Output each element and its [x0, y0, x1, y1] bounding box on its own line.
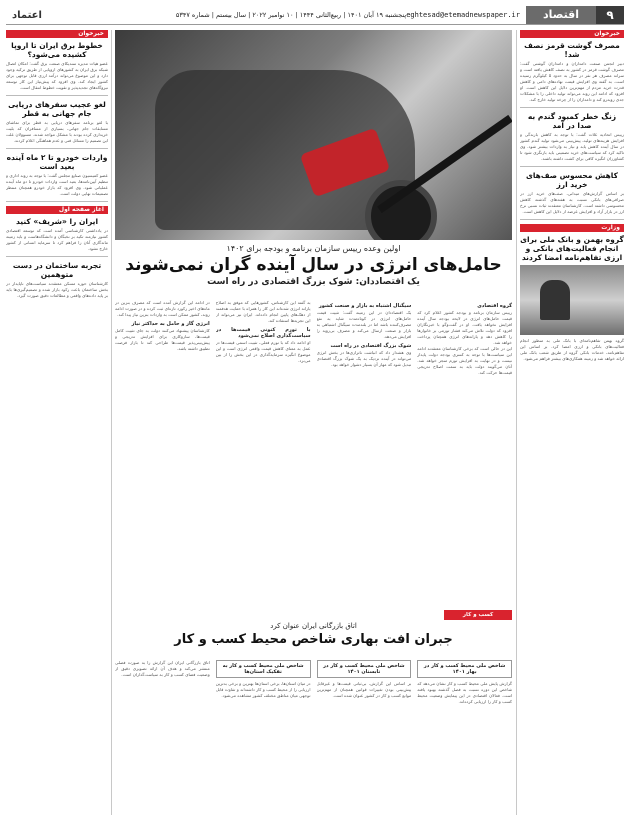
- main-subtitle: یک اقتصاددان: شوک بزرگ اقتصادی در راه است: [207, 277, 420, 287]
- divider: [6, 256, 108, 257]
- story-title[interactable]: تجربه ساختمان در دست متوهمین: [12, 261, 102, 279]
- article-subhead: گروه اقتصادی: [477, 303, 512, 309]
- story-title[interactable]: خطوط برق ایران تا اروپا کشیده می‌شود؟: [11, 41, 103, 59]
- meeting-photo: [520, 265, 624, 335]
- right-column: [520, 30, 624, 815]
- main-kicker: اولین وعده رییس سازمان برنامه و بودجه برای ۱۴۰۲: [226, 244, 401, 253]
- article-subhead: شوک بزرگ اقتصادی در راه است: [330, 343, 412, 349]
- article-paragraph: رییس سازمان برنامه و بودجه کشور اعلام کرد که قیمت حامل‌های انرژی در لایحه بودجه سال آینده افزایش نخواهد یافت. او در گفت‌وگو با خبرنگاران افزود که دولت تلاش می‌کند فشار تورمی بر خانوارها را کاهش دهد و یارانه‌های انرژی همچنان پرداخت خواهد شد.: [417, 310, 512, 345]
- article-column: [417, 300, 512, 605]
- story-body: رییس اتحادیه غلات گفت: با توجه به کاهش بارندگی و افزایش هزینه‌های تولید، پیش‌بینی می‌شود تولید گندم کشور در سال آینده کاهش یابد و نیاز به واردات بیشتر شود. وی تاکید کرد که سیاست‌های خرید تضمینی باید بازنگری شود تا کشاورزان انگیزه کافی برای کشت داشته باشند.: [520, 132, 624, 161]
- article-paragraph: یک اقتصاددان در این زمینه گفت: تثبیت قیمت حامل‌های انرژی در کوتاه‌مدت شاید به نفع مصرف‌کننده باشد اما در بلندمدت سیگنال اشتباهی به بازار و صنعت ارسال می‌کند و مصرف بی‌رویه را افزایش می‌دهد.: [316, 310, 412, 339]
- main-headline-block: [115, 244, 512, 287]
- article-column: [417, 660, 512, 815]
- column-header: خبرخوان: [520, 30, 624, 38]
- masthead: [6, 6, 624, 25]
- article-paragraph: به گفته این کارشناس، کشورهایی که موفق به اصلاح یارانه انرژی شده‌اند این کار را همراه با حمایت هدفمند از دهک‌های پایین انجام داده‌اند. ایران نیز می‌تواند از این تجربه‌ها استفاده کند.: [215, 300, 311, 323]
- business-title[interactable]: جبران افت بهاری شاخص محیط کسب و کار: [174, 632, 453, 647]
- story-title[interactable]: گروه بهمن و بانک ملی برای انجام فعالیت‌های بانکی و ارزی تفاهم‌نامه امضا کردند: [520, 235, 624, 262]
- story-body: کارشناسان حوزه مسکن معتقدند سیاست‌های ناپایدار در بخش ساختمان باعث رکود بازار شده و تصمیم‌گیری‌ها باید بر پایه داده‌های واقعی و مطالعات دقیق صورت گیرد.: [6, 281, 108, 298]
- pull-quote: شاخص ملی محیط کسب و کار در تابستان ۱۴۰۱: [317, 660, 412, 678]
- story-title[interactable]: لغو عجیب سفرهای دریایی جام جهانی به قطر: [8, 100, 106, 118]
- article-paragraph: در ادامه این گزارش آمده است که مصرف بنزین در ماه‌های اخیر رکورد تازه‌ای ثبت کرده و در صورت ادامه روند، کشور ممکن است به واردات بنزین نیاز پیدا کند.: [115, 300, 210, 317]
- story-body: دبیر انجمن صنعت دامداران و دامداران گوشتی گفت: مصرف گوشت قرمز در کشور به نصف کاهش یافته است و سرانه مصرف هر نفر در سال به حدود ۵ کیلوگرم رسیده است. به گفته وی افزایش قیمت نهاده‌های دامی و کاهش قدرت خرید مردم از مهم‌ترین دلایل این کاهش است. او افزود که ادامه این روند می‌تواند تولید داخلی را با مشکلات جدی روبه‌رو کند و دامداران را از چرخه تولید خارج کند.: [520, 61, 624, 102]
- divider: [6, 148, 108, 149]
- story-body: بر اساس گزارش‌های میدانی، صف‌های خرید ارز در صرافی‌های بانکی نسبت به هفته‌های گذشته کاهش محسوسی داشته است. کارشناسان معتقدند ثبات نسبی نرخ ارز در بازار آزاد و افزایش عرضه از دلایل این کاهش است.: [520, 191, 624, 214]
- column-rule: [111, 30, 112, 815]
- article-paragraph: در میان استان‌ها، برخی استان‌ها بهترین و برخی بدترین ارزیابی را از محیط کسب و کار داشته‌اند و تفاوت قابل توجهی میان مناطق مختلف کشور مشاهده می‌شود.: [215, 681, 311, 698]
- article-subhead: سیگنال اشتباه به بازار و صنعت کشور: [318, 303, 412, 309]
- issue-date: پنجشنبه ۱۹ آبان ۱۴۰۱ | ربیع‌الثانی ۱۴۴۴ | ۱۰ نوامبر ۲۰۲۲ | سال بیستم | شماره ۵۳۴۷: [175, 11, 407, 19]
- business-headline-block: [115, 622, 512, 649]
- article-paragraph: اتاق بازرگانی ایران این گزارش را به صورت فصلی منتشر می‌کند و هدف آن ارائه تصویری دقیق از وضعیت فضای کسب و کار به سیاست‌گذاران است.: [115, 660, 210, 677]
- story-body: عضو کمیسیون صنایع مجلس گفت: با توجه به روند اداری و تنظیم آیین‌نامه‌ها، بعید است واردات خودرو تا دو ماه آینده عملیاتی شود. وی افزود که بازار خودرو همچنان منتظر تصمیمات نهایی دولت است.: [6, 173, 108, 196]
- pull-quote: شاخص ملی محیط کسب و کار به تفکیک استان‌ها: [216, 660, 311, 678]
- article-column: [115, 660, 210, 815]
- business-kicker: اتاق بازرگانی ایران عنوان کرد: [270, 622, 357, 630]
- article-paragraph: وی هشدار داد که انباشت ناترازی‌ها در بخش انرژی می‌تواند در آینده نزدیک به یک شوک بزرگ اقتصادی تبدیل شود که مهار آن بسیار دشوار خواهد بود.: [316, 350, 412, 367]
- article-paragraph: گزارش پایش ملی محیط کسب و کار نشان می‌دهد که شاخص این دوره نسبت به فصل گذشته بهبود یافته است. فعالان اقتصادی در این پیمایش وضعیت محیط کسب و کار را ارزیابی کرده‌اند.: [417, 681, 512, 704]
- article-paragraph: این در حالی است که برخی کارشناسان معتقدند ادامه این سیاست‌ها با توجه به کسری بودجه دولت پایدار نیست و در نهایت به افزایش تورم منجر خواهد شد. آنان می‌گویند دولت باید به سمت اصلاح تدریجی قیمت‌ها حرکت کند.: [417, 346, 512, 375]
- article-paragraph: بر اساس این گزارش، بی‌ثباتی قیمت‌ها و غیرقابل پیش‌بینی بودن تغییرات قوانین همچنان از مهم‌ترین موانع کسب و کار در کشور عنوان شده است.: [316, 681, 412, 698]
- business-section-label: کسب و کار: [444, 610, 512, 620]
- divider: [520, 107, 624, 108]
- fuel-pump-photo: [115, 30, 512, 240]
- column-rule: [516, 30, 517, 815]
- main-article-body: [115, 300, 512, 605]
- article-column: [317, 660, 412, 815]
- article-subhead: با تورم کنونی قیمت‌ها در سیاست‌گذاری اصلاح نمی‌شود: [215, 327, 311, 339]
- article-column: [216, 300, 311, 605]
- business-article-body: [115, 660, 512, 815]
- divider: [520, 166, 624, 167]
- divider: [6, 95, 108, 96]
- story-title[interactable]: زنگ خطر کمبود گندم به صدا در آمد: [527, 112, 617, 130]
- article-column: [216, 660, 311, 815]
- article-column: [115, 300, 210, 605]
- article-paragraph: او ادامه داد که با تورم فعلی، تثبیت اسمی قیمت‌ها در عمل به معنای کاهش قیمت واقعی انرژی است و این موضوع انگیزه سرمایه‌گذاری در این بخش را از بین می‌برد.: [215, 340, 311, 363]
- pull-quote: شاخص ملی محیط کسب و کار در بهار ۱۴۰۱: [417, 660, 512, 678]
- story-body: عضو هیات مدیره سندیکای صنعت برق گفت: امکان اتصال شبکه برق ایران به کشورهای اروپایی از طریق ترکیه وجود دارد و این موضوع می‌تواند درآمد ارزی قابل توجهی برای کشور ایجاد کند. وی افزود که پیش‌نیاز این کار توسعه نیروگاه‌های تجدیدپذیر و تقویت خطوط انتقال است.: [6, 61, 108, 90]
- article-paragraph: کارشناسان پیشنهاد می‌کنند دولت به جای تثبیت کامل قیمت‌ها، سازوکاری برای افزایش تدریجی و پیش‌بینی‌پذیر قیمت‌ها طراحی کند تا بازار فرصت تطبیق داشته باشد.: [115, 328, 210, 351]
- divider: [520, 219, 624, 220]
- story-body: گروه بهمن تفاهم‌نامه‌ای با بانک ملی به منظور انجام فعالیت‌های بانکی و ارزی امضا کرد. بر اساس این تفاهم‌نامه، خدمات بانکی گروه از طریق شعب بانک ملی ارائه خواهد شد و زمینه همکاری‌های بیشتر فراهم می‌شود.: [520, 338, 624, 361]
- story-body: با لغو برنامه سفرهای دریایی به قطر برای تماشای مسابقات جام جهانی، بسیاری از مسافران که بلیت خریداری کرده بودند با مشکل مواجه شدند. مسوولان علت این تصمیم را مسائل فنی و عدم هماهنگی اعلام کردند.: [6, 120, 108, 143]
- column-header: وزارت: [520, 224, 624, 232]
- divider: [6, 201, 108, 202]
- story-title[interactable]: ایران را «شریف» کنید: [15, 217, 99, 226]
- main-title[interactable]: حامل‌های انرژی در سال آینده گران نمی‌شوند: [125, 255, 502, 275]
- story-title[interactable]: مصرف گوشت قرمز نصف شد!: [524, 41, 620, 59]
- article-subhead: انرژی گاز و حامل به حداکثر نیاز: [131, 321, 210, 327]
- contact-email[interactable]: eghtesad@etemadnewspaper.ir: [406, 11, 520, 19]
- column-header: خبرخوان: [6, 30, 108, 38]
- section-label: اقتصاد: [526, 6, 596, 24]
- story-title[interactable]: واردات خودرو تا ۲ ماه آینده بعید است: [6, 153, 108, 171]
- left-column: [6, 30, 108, 815]
- article-column: [317, 300, 412, 605]
- newspaper-logo: اعتماد: [12, 9, 42, 21]
- story-body: در یادداشتی کارشناسی آمده است که توسعه اقتصادی کشور نیازمند تکیه بر نخبگان و دانشگاه‌هاست و باید زمینه ماندگاری آنان را فراهم کرد تا سرمایه انسانی از کشور خارج نشود.: [6, 228, 108, 251]
- page-number: ۹: [596, 6, 624, 24]
- column-header: آغاز صفحه اول: [6, 206, 108, 214]
- story-title[interactable]: کاهش محسوس صف‌های خرید ارز: [525, 171, 618, 189]
